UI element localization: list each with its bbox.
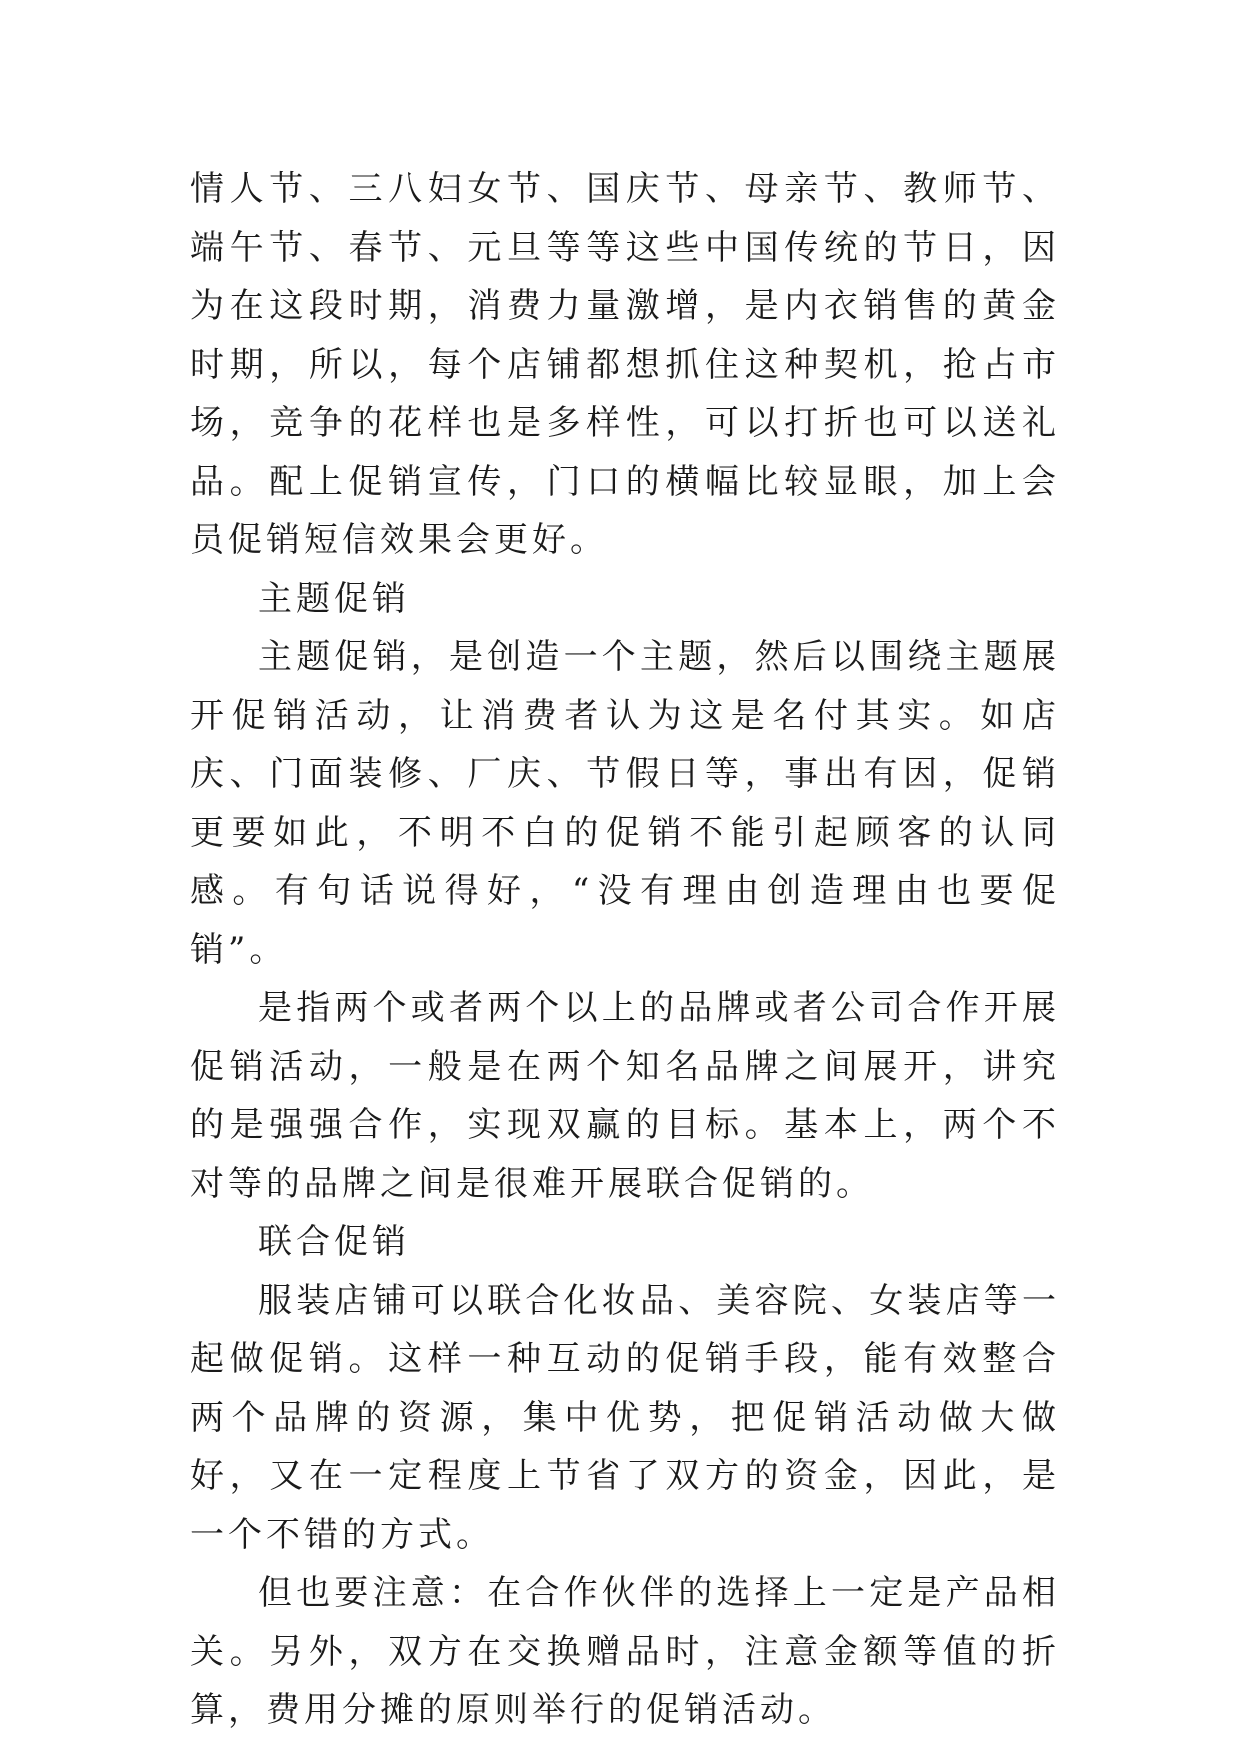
paragraph-brand-cooperation: 是指两个或者两个以上的品牌或者公司合作开展促销活动，一般是在两个知名品牌之间展开，讲究的是强强合作，实现双赢的目标。基本上，两个不对等的品牌之间是很难开展联合促销的。: [190, 988, 1060, 1204]
paragraph-cooperation-notes: 但也要注意：在合作伙伴的选择上一定是产品相关。另外，双方在交换赠品时，注意金额等值的折算，费用分摊的原则举行的促销活动。: [190, 1573, 1060, 1730]
paragraph-holiday-promotion: 情人节、三八妇女节、国庆节、母亲节、教师节、端午节、春节、元旦等等这些中国传统的节日，因为在这段时期，消费力量激增，是内衣销售的黄金时期，所以，每个店铺都想抓住这种契机，抢占市场，竞争的花样也是多样性，可以打折也可以送礼品。配上促销宣传，门口的横幅比较显眼，加上会员促销短信效果会更好。: [190, 169, 1060, 560]
heading-joint-promotion: 联合促销: [258, 1222, 410, 1262]
document-body: [190, 160, 1060, 1740]
paragraph-joint-promotion: 服装店铺可以联合化妆品、美容院、女装店等一起做促销。这样一种互动的促销手段，能有效整合两个品牌的资源，集中优势，把促销活动做大做好，又在一定程度上节省了双方的资金，因此，是一个不错的方式。: [190, 1280, 1060, 1555]
paragraph-theme-promotion: 主题促销，是创造一个主题，然后以围绕主题展开促销活动，让消费者认为这是名付其实。如店庆、门面装修、厂庆、节假日等，事出有因，促销更要如此，不明不白的促销不能引起顾客的认同感。有句话说得好，“没有理由创造理由也要促销”。: [190, 637, 1060, 970]
heading-theme-promotion: 主题促销: [258, 578, 410, 619]
